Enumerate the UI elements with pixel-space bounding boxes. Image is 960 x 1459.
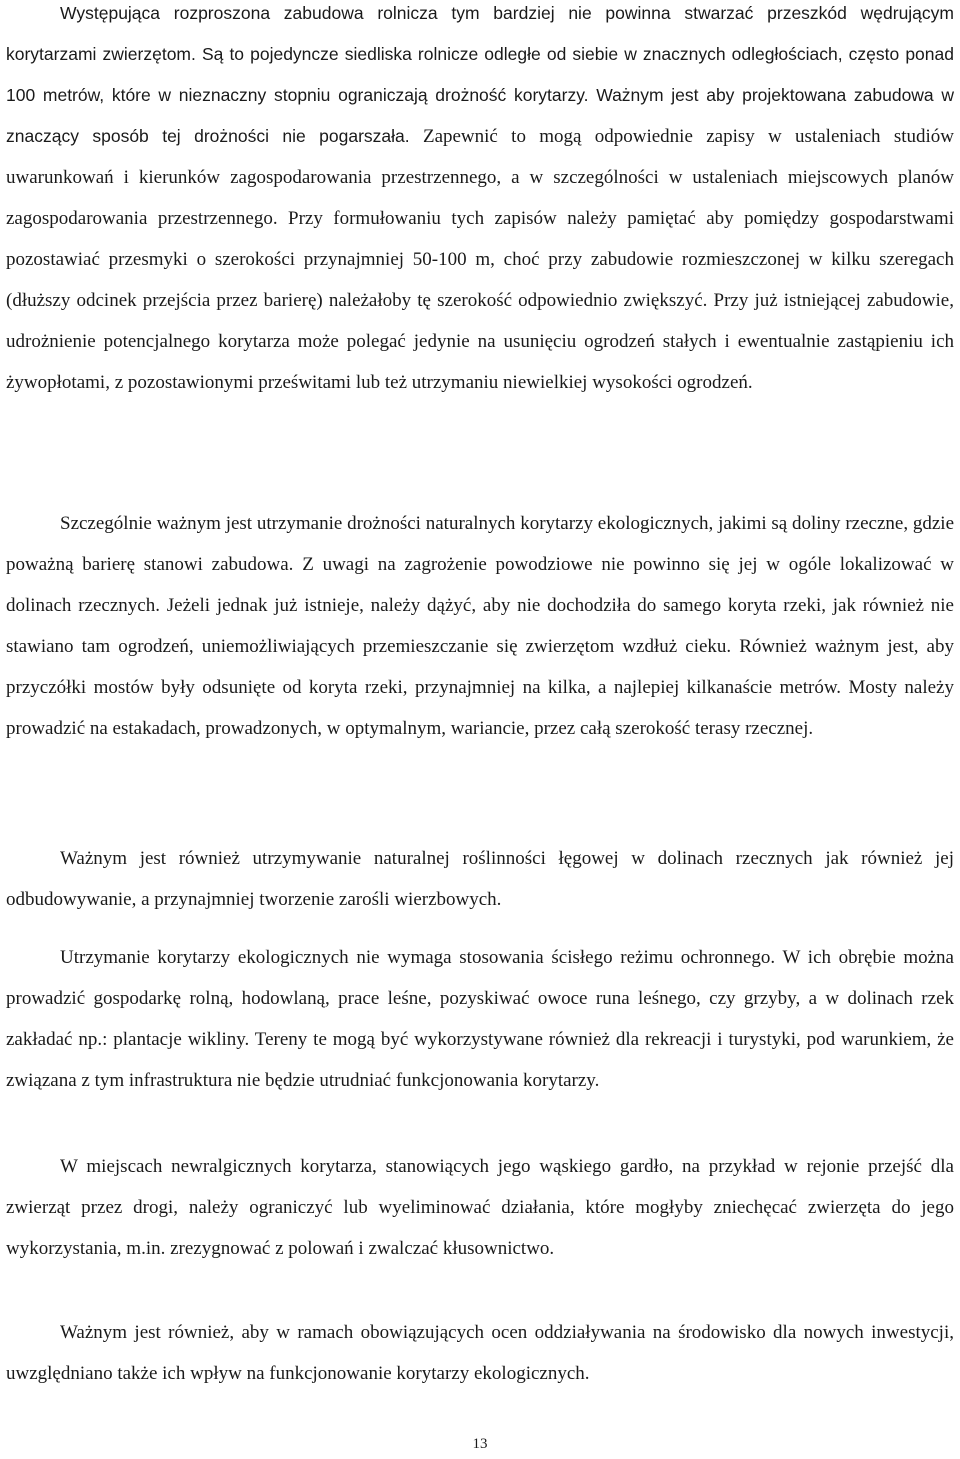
paragraph-continuation: Zapewnić to mogą odpowiednie zapisy w ustaleniach studiów uwarunkowań i kierunków zagospodarowania przestrzennego, a w szczególności w ustaleniach miejscowych planów zagospodarowania przestrzennego. Przy formułowaniu tych zapisów należy pamiętać aby pomiędzy gospodarstwami pozostawiać przesmyki o szerokości przynajmniej 50-100 m, choć przy zabudowie rozmieszczonej w kilku szeregach (dłuższy odcinek przejścia przez barierę) należałoby tę szerokość odpowiednio zwiększyć. Przy już istniejącej zabudowie, udrożnienie potencjalnego korytarza może polegać jedynie na usunięciu ogrodzeń stałych i ewentualnie zastąpieniu ich żywopłotami, z pozostawionymi prześwitami lub też utrzymaniu niewielkiej wysokości ogrodzeń.	[6, 126, 954, 393]
paragraph-intro-sans: Występująca rozproszona zabudowa rolnicza tym bardziej nie powinna stwarzać przeszkód wędrującym korytarzami zwierzętom. Są to pojedyncze siedliska rolnicze odległe od siebie w znacznych odległościach, często ponad 100 metrów, które w nieznaczny stopniu ograniczają drożność korytarzy. Ważnym jest aby projektowana zabudowa w znaczący sposób tej drożności nie pogarszała.	[6, 3, 954, 146]
paragraph-impact-assessment: Ważnym jest również, aby w ramach obowiązujących ocen oddziaływania na środowisko dla nowych inwestycji, uwzględniano także ich wpływ na funkcjonowanie korytarzy ekologicznych.	[6, 1322, 954, 1384]
paragraph-river-valleys: Szczególnie ważnym jest utrzymanie drożności naturalnych korytarzy ekologicznych, jakimi są doliny rzeczne, gdzie poważną barierę stanowi zabudowa. Z uwagi na zagrożenie powodziowe nie powinno się jej w ogóle lokalizować w dolinach rzecznych. Jeżeli jednak już istnieje, należy dążyć, aby nie dochodziła do samego koryta rzeki, jak również nie stawiano tam ogrodzeń, uniemożliwiających przemieszczanie się zwierzętom wzdłuż cieku. Również ważnym jest, aby przyczółki mostów były odsunięte od koryta rzeki, przynajmniej na kilka, a najlepiej kilkanaście metrów. Mosty należy prowadzić na estakadach, prowadzonych, w optymalnym, wariancie, przez całą szerokość terasy rzecznej.	[6, 513, 954, 739]
paragraph-settlement-barriers	[6, 0, 954, 403]
paragraph-riparian-vegetation: Ważnym jest również utrzymywanie naturalnej roślinności łęgowej w dolinach rzecznych jak również jej odbudowywanie, a przynajmniej tworzenie zarośli wierzbowych.	[6, 848, 954, 910]
paragraph-bottlenecks: W miejscach newralgicznych korytarza, stanowiących jego wąskiego gardło, na przykład w rejonie przejść dla zwierząt przez drogi, należy ograniczyć lub wyeliminować działania, które mogłyby zniechęcać zwierzęta do jego wykorzystania, m.in. zrezygnować z polowań i zwalczać kłusownictwo.	[6, 1156, 954, 1259]
paragraph-corridor-use: Utrzymanie korytarzy ekologicznych nie wymaga stosowania ścisłego reżimu ochronnego. W ich obrębie można prowadzić gospodarkę rolną, hodowlaną, prace leśne, pozyskiwać owoce runa leśnego, czy grzyby, a w dolinach rzek zakładać np.: plantacje wikliny. Tereny te mogą być wykorzystywane również dla rekreacji i turystyki, pod warunkiem, że związana z tym infrastruktura nie będzie utrudniać funkcjonowania korytarzy.	[6, 947, 954, 1091]
page-number: 13	[472, 1436, 488, 1452]
